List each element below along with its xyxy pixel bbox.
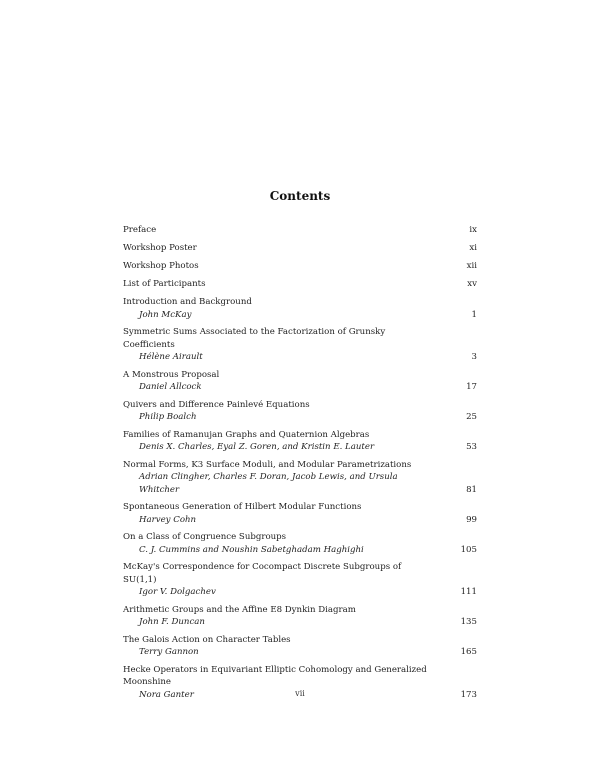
entry-author: Philip Boalch [139,412,197,422]
entry-page: 53 [466,442,477,452]
entry-page: 105 [460,544,477,555]
entry-page: xi [469,243,477,253]
entry-author: Igor V. Dolgachev [139,587,216,597]
contents-heading: Contents [269,189,331,203]
entry-author: Harvey Cohn [139,514,197,525]
toc-entry-hilbert-modular [123,501,477,526]
entry-title: Introduction and Background [123,297,252,307]
toc-entry-workshop-poster [123,242,477,255]
entry-page: 173 [460,689,477,700]
entry-author: Nora Ganter [139,689,194,700]
entry-page: 25 [466,412,477,422]
entry-author: Daniel Allcock [139,382,202,392]
entry-page: 99 [466,514,477,525]
toc-entry-symmetric-sums [123,326,477,364]
entry-page: 17 [466,382,477,392]
toc-entry-quivers [123,399,477,424]
toc-entry-arithmetic-groups [123,604,477,629]
entry-title: Preface [123,225,157,235]
toc-entry-ramanujan-graphs [123,429,477,454]
entry-page: 1 [471,309,477,320]
entry-title: Hecke Operators in Equivariant Elliptic Cohomology and Generalized Moonshine [123,664,427,687]
entry-title: Symmetric Sums Associated to the Factorization of Grunsky Coefficients [123,327,386,350]
entry-page: xii [466,261,477,271]
toc-entry-galois-action [123,634,477,659]
entry-title: Spontaneous Generation of Hilbert Modular Functions [123,502,362,512]
entry-author: John McKay [139,309,192,320]
toc-entry-normal-forms [123,459,477,497]
toc-entry-congruence-subgroups [123,531,477,556]
entry-title: McKay's Correspondence for Cocompact Discrete Subgroups of SU(1,1) [123,562,402,585]
entry-title: Workshop Poster [123,243,197,253]
table-of-contents [123,224,477,701]
entry-page: 3 [471,352,477,362]
toc-entry-mckay-correspondence [123,561,477,599]
entry-title: The Galois Action on Character Tables [123,634,291,645]
toc-entry-workshop-photos [123,260,477,273]
entry-title: Workshop Photos [123,261,199,271]
entry-page: 111 [460,587,477,597]
entry-author: Denis X. Charles, Eyal Z. Goren, and Kristin E. Lauter [139,442,375,452]
page-number: vii [295,689,305,698]
entry-title: Families of Ramanujan Graphs and Quaternion Algebras [123,429,370,440]
entry-page: 135 [460,617,477,627]
toc-entry-participants [123,278,477,291]
entry-page: xv [467,279,477,289]
toc-entry-introduction [123,296,477,321]
entry-author: Terry Gannon [139,647,199,657]
entry-title: Normal Forms, K3 Surface Moduli, and Modular Parametrizations [123,459,412,470]
entry-title: A Monstrous Proposal [123,369,220,380]
entry-page: 81 [466,484,477,495]
entry-title: On a Class of Congruence Subgroups [123,532,287,542]
entry-author: John F. Duncan [139,617,205,627]
entry-author: C. J. Cummins and Noushin Sabetghadam Haghighi [139,544,364,555]
toc-entry-preface [123,224,477,237]
entry-page: ix [469,225,477,235]
entry-author: Adrian Clingher, Charles F. Doran, Jacob Lewis, and Ursula Whitcher [139,472,398,495]
entry-title: Quivers and Difference Painlevé Equations [123,399,310,410]
entry-author: Hélène Airault [139,352,203,362]
entry-title: List of Participants [123,279,206,289]
entry-title: Arithmetic Groups and the Affine E8 Dynkin Diagram [123,604,356,615]
entry-page: 165 [460,647,477,657]
toc-entry-monstrous-proposal [123,369,477,394]
